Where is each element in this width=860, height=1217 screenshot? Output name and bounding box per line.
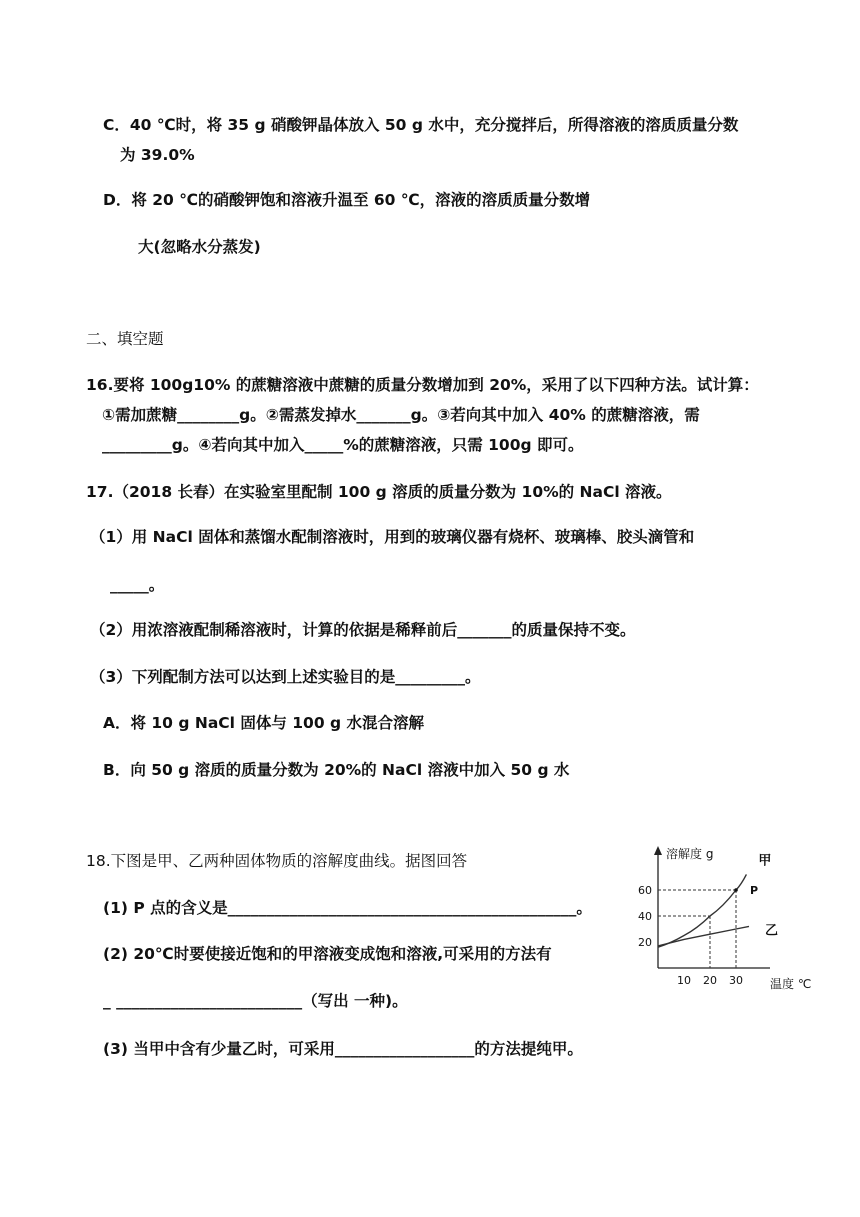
- q17-part1-line1: （1）用 NaCl 固体和蒸馏水配制溶液时，用到的玻璃仪器有烧杯、玻璃棒、胶头滴管和: [90, 528, 695, 546]
- y-axis-arrow: [654, 846, 662, 855]
- q17-part1-line2: _____。: [110, 576, 165, 594]
- point-p-marker: [734, 888, 738, 892]
- series-curve-yi: [658, 926, 749, 946]
- series-label: 甲: [758, 853, 772, 869]
- q16-line3: _________g。④若向其中加入_____%的蔗糖溶液，只需 100g 即可。: [102, 436, 584, 454]
- option-d-line2: 大(忽略水分蒸发): [138, 238, 261, 256]
- y-tick-label: 60: [638, 884, 652, 897]
- y-tick-label: 20: [638, 936, 652, 949]
- solubility-chart: [620, 838, 830, 998]
- x-tick-label: 20: [703, 974, 717, 987]
- q18-part2-line2: _ ________________________（写出 一种)。: [103, 992, 408, 1010]
- q18-stem: 18.下图是甲、乙两种固体物质的溶解度曲线。据图回答: [86, 852, 468, 870]
- y-axis-label: 溶解度 g: [666, 847, 714, 861]
- option-c-line1: C．40 ℃时，将 35 g 硝酸钾晶体放入 50 g 水中，充分搅拌后，所得溶液的溶质质量分数: [103, 116, 739, 134]
- q17-part3: （3）下列配制方法可以达到上述实验目的是_________。: [90, 668, 481, 686]
- point-p-label: P: [750, 884, 759, 897]
- q18-part2-line1: (2) 20℃时要使接近饱和的甲溶液变成饱和溶液,可采用的方法有: [103, 945, 552, 963]
- series-label: 乙: [765, 923, 779, 939]
- section-title: 二、填空题: [86, 330, 164, 348]
- q18-part3: (3) 当甲中含有少量乙时，可采用__________________的方法提纯甲。: [103, 1040, 583, 1058]
- q17-option-a: A．将 10 g NaCl 固体与 100 g 水混合溶解: [103, 714, 425, 732]
- x-tick-label: 30: [729, 974, 743, 987]
- q16-line1: 16.要将 100g10% 的蔗糖溶液中蔗糖的质量分数增加到 20%，采用了以下四种方法。试计算：: [86, 376, 759, 394]
- x-tick-label: 10: [677, 974, 691, 987]
- q16-line2: ①需加蔗糖________g。②需蒸发掉水_______g。③若向其中加入 40% 的蔗糖溶液，需: [102, 406, 700, 424]
- x-axis-label: 温度 ℃: [770, 977, 812, 991]
- q17-stem: 17.（2018 长春）在实验室里配制 100 g 溶质的质量分数为 10%的 NaCl 溶液。: [86, 483, 672, 501]
- q17-option-b: B．向 50 g 溶质的质量分数为 20%的 NaCl 溶液中加入 50 g 水: [103, 761, 570, 779]
- option-d-line1: D．将 20 ℃的硝酸钾饱和溶液升温至 60 ℃，溶液的溶质质量分数增: [103, 191, 591, 209]
- option-c-line2: 为 39.0%: [120, 146, 195, 164]
- y-tick-label: 40: [638, 910, 652, 923]
- q18-part1: (1) P 点的含义是_____________________________________________。: [103, 899, 592, 917]
- q17-part2: （2）用浓溶液配制稀溶液时，计算的依据是稀释前后_______的质量保持不变。: [90, 621, 636, 639]
